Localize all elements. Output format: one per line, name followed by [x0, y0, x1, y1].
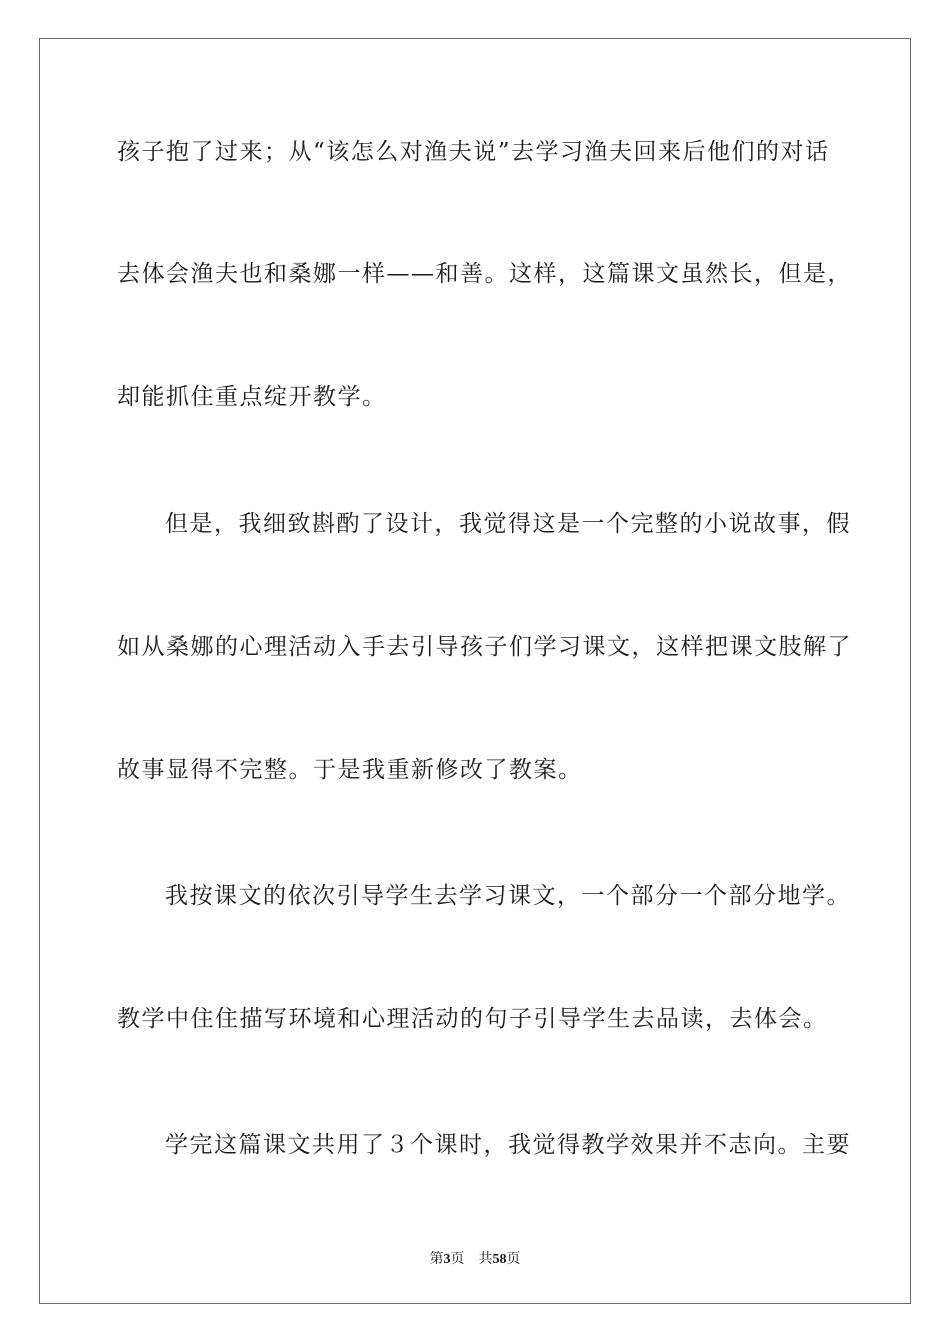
- text-line-1: 孩子抱了过来；从“该怎么对渔夫说”去学习渔夫回来后他们的对话: [117, 139, 830, 165]
- text-line-5: 如从桑娜的心理活动入手去引导孩子们学习课文，这样把课文肢解了: [117, 634, 852, 660]
- page-border: [39, 38, 911, 1304]
- footer-total-prefix: 共: [478, 1252, 493, 1267]
- footer-page-number: 3: [443, 1252, 451, 1267]
- page-footer: [0, 1248, 950, 1268]
- footer-page-prefix: 第: [429, 1252, 444, 1267]
- text-line-6: 故事显得不完整。于是我重新修改了教案。: [117, 757, 583, 783]
- footer-total-pages: 58: [492, 1252, 507, 1267]
- text-line-4: 但是，我细致斟酌了设计，我觉得这是一个完整的小说故事，假: [165, 511, 851, 537]
- text-line-3: 却能抓住重点绽开教学。: [117, 384, 387, 410]
- footer-page-suffix: 页: [450, 1252, 465, 1267]
- text-line-9: 学完这篇课文共用了３个课时，我觉得教学效果并不志向。主要: [165, 1132, 851, 1158]
- footer-total-suffix: 页: [506, 1252, 521, 1267]
- text-line-8: 教学中住住描写环境和心理活动的句子引导学生去品读，去体会。: [117, 1006, 828, 1032]
- text-line-2: 去体会渔夫也和桑娜一样——和善。这样，这篇课文虽然长，但是，: [117, 261, 852, 287]
- text-line-7: 我按课文的依次引导学生去学习课文，一个部分一个部分地学。: [165, 883, 851, 909]
